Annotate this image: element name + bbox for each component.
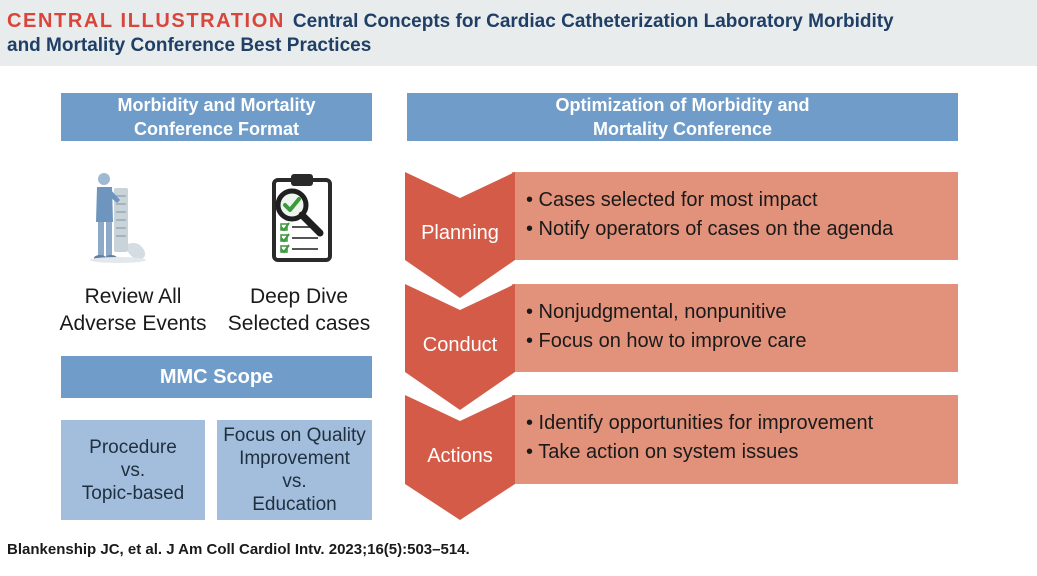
conduct-panel: [512, 284, 958, 372]
quality-vs-education-box: [217, 420, 372, 520]
header-title-line-2: and Mortality Conference Best Practices: [7, 35, 372, 56]
conduct-label: Conduct: [422, 334, 498, 356]
quality-line-4: Education: [252, 494, 337, 515]
actions-bullet-2: • Take action on system issues: [526, 441, 799, 463]
header-title-text: Central Concepts for Cardiac Catheterization Laboratory Morbidity: [292, 11, 894, 32]
actions-bullet-1: • Identify opportunities for improvement: [526, 412, 874, 434]
planning-panel: [512, 172, 958, 260]
optimization-box: [407, 93, 958, 141]
planning-bullet-1: • Cases selected for most impact: [526, 189, 818, 211]
deep-dive-caption-line-1: Deep Dive: [249, 285, 349, 308]
procedure-line-3: Topic-based: [81, 482, 185, 504]
person-with-checklist-icon: [86, 170, 152, 275]
deep-dive-caption: [220, 283, 378, 337]
review-caption-line-2: Adverse Events: [59, 312, 207, 335]
optimization-line-2: Mortality Conference: [592, 119, 773, 139]
quality-line-2: Improvement: [239, 448, 350, 469]
procedure-line-1: Procedure: [89, 436, 177, 458]
planning-bullet-2: • Notify operators of cases on the agenda: [526, 218, 894, 240]
actions-label: Actions: [427, 445, 493, 467]
mmc-format-line-1: Morbidity and Mortality: [117, 95, 316, 115]
citation: Blankenship JC, et al. J Am Coll Cardiol Intv. 2023;16(5):503–514.: [7, 541, 470, 558]
optimization-line-1: Optimization of Morbidity and: [555, 95, 810, 115]
procedure-vs-topic-box: [61, 420, 205, 520]
procedure-line-2: vs.: [120, 459, 146, 481]
quality-line-3: vs.: [282, 471, 307, 492]
actions-panel: [512, 395, 958, 484]
planning-label: Planning: [421, 222, 499, 244]
central-illustration-tag: CENTRAL ILLUSTRATION: [7, 10, 285, 32]
review-caption-line-1: Review All: [84, 285, 182, 308]
quality-line-1: Focus on Quality: [223, 425, 366, 446]
clipboard-magnifier-icon: [262, 172, 342, 269]
conduct-bullet-1: • Nonjudgmental, nonpunitive: [526, 301, 787, 323]
mmc-scope-box: MMC Scope: [61, 356, 372, 398]
review-all-caption: [50, 283, 216, 337]
mmc-format-line-2: Conference Format: [133, 119, 300, 139]
conduct-bullet-2: • Focus on how to improve care: [526, 330, 807, 352]
mmc-format-box: [61, 93, 372, 141]
header-title-line-1: [7, 10, 894, 33]
deep-dive-caption-line-2: Selected cases: [227, 312, 371, 335]
